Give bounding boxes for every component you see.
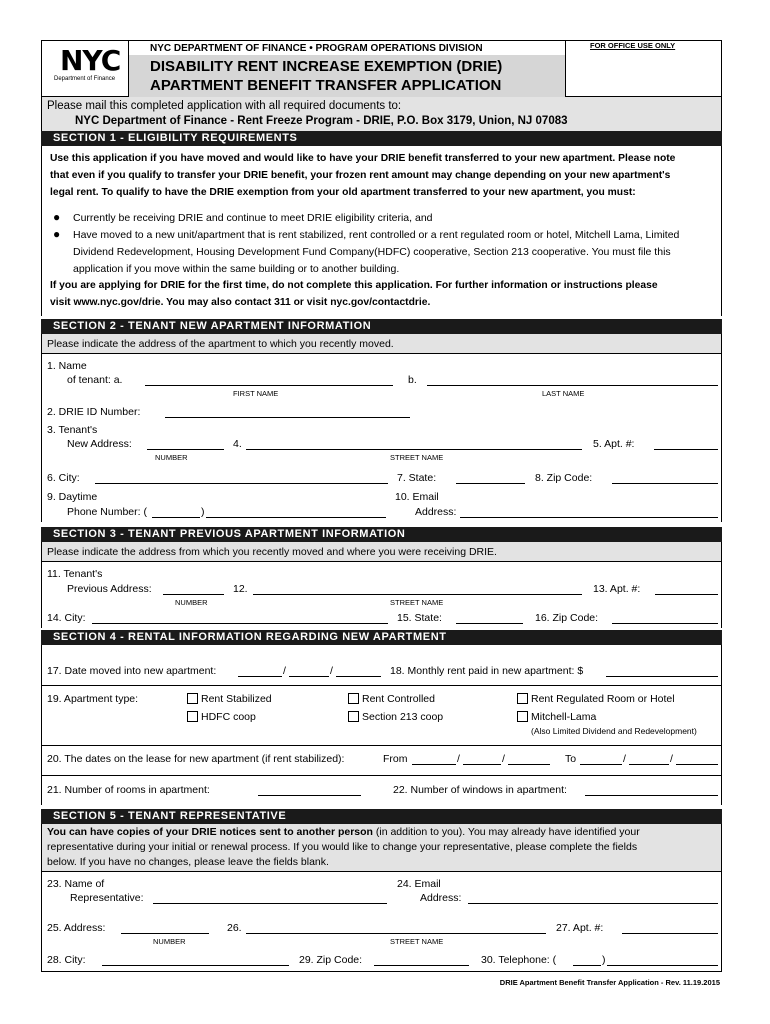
phone-area-input[interactable] xyxy=(152,506,200,518)
first-name-input[interactable] xyxy=(145,374,393,386)
mail-line-1: Please mail this completed application with all required documents to: xyxy=(47,100,402,112)
s5-intro-3: below. If you have no changes, please leave the fields blank. xyxy=(47,856,329,868)
s1-intro-1: Use this application if you have moved and would like to have your DRIE benefit transferred to your new apartment. Please note xyxy=(50,153,676,164)
rep-phone-input[interactable] xyxy=(607,954,718,966)
rep-email-label: 24. Email xyxy=(397,878,441,890)
rooms-input[interactable] xyxy=(258,784,361,796)
prev-city-input[interactable] xyxy=(92,612,388,624)
s1-intro-2: that even if you qualify to transfer your DRIE benefit, your frozen rent amount may change depending on your new apartment's xyxy=(50,170,671,181)
mitchell-lama-label: Mitchell-Lama xyxy=(531,711,597,723)
phone-number-input[interactable] xyxy=(206,506,386,518)
rep-email-label-2: Address: xyxy=(420,892,462,904)
section-4-header: SECTION 4 - RENTAL INFORMATION REGARDING NEW APARTMENT xyxy=(41,630,722,645)
s1-bullet-2c: application if you move within the same building or to another building. xyxy=(73,263,400,275)
prev-city-label: 14. City: xyxy=(47,612,86,624)
office-use-label: FOR OFFICE USE ONLY xyxy=(590,41,676,50)
windows-input[interactable] xyxy=(585,784,718,796)
street-field-number: 4. xyxy=(233,438,242,450)
section-4-divider-3 xyxy=(41,775,722,776)
lease-from-month-input[interactable] xyxy=(412,753,456,765)
lease-from-label: From xyxy=(383,753,408,765)
s1-bullet-2a: Have moved to a new unit/apartment that is rent stabilized, rent controlled or a rent regulated room or hotel, Mitchell Lama, Limited xyxy=(73,229,680,241)
date-moved-year-input[interactable] xyxy=(336,665,381,677)
email-label: 10. Email xyxy=(395,491,439,503)
number-caption: NUMBER xyxy=(155,453,188,462)
new-address-number-input[interactable] xyxy=(147,438,224,450)
prev-address-label: Previous Address: xyxy=(67,583,152,595)
tenant-name-label: of tenant: a. xyxy=(67,374,123,386)
form-title-2: APARTMENT BENEFIT TRANSFER APPLICATION xyxy=(150,77,502,94)
mitchell-lama-checkbox[interactable] xyxy=(517,711,528,722)
section-1-header: SECTION 1 - ELIGIBILITY REQUIREMENTS xyxy=(41,131,722,146)
monthly-rent-label: 18. Monthly rent paid in new apartment: $ xyxy=(390,665,584,677)
s5-intro-1 xyxy=(47,826,640,839)
prev-street-input[interactable] xyxy=(253,583,582,595)
prev-apt-input[interactable] xyxy=(655,583,718,595)
rep-address-label: 25. Address: xyxy=(47,922,106,934)
s1-intro-3: legal rent. To qualify to have the DRIE exemption from your old apartment transferred to your new apartment, you must: xyxy=(50,187,636,198)
city-label: 6. City: xyxy=(47,472,80,484)
rent-regulated-room-label: Rent Regulated Room or Hotel xyxy=(531,693,675,705)
name-label: 1. Name xyxy=(47,360,87,372)
section-4-right-border xyxy=(721,645,722,805)
s5-intro-rest: (in addition to you). You may already have identified your xyxy=(372,826,640,838)
rent-controlled-checkbox[interactable] xyxy=(348,693,359,704)
s1-note-2: visit www.nyc.gov/drie. You may also contact 311 or visit nyc.gov/contactdrie. xyxy=(50,297,431,308)
section-3-right-border xyxy=(721,562,722,628)
office-use-divider xyxy=(565,40,566,97)
rooms-label: 21. Number of rooms in apartment: xyxy=(47,784,210,796)
dept-line: NYC DEPARTMENT OF FINANCE • PROGRAM OPERATIONS DIVISION xyxy=(150,43,483,54)
phone-label: Phone Number: ( xyxy=(67,506,147,518)
new-address-street-input[interactable] xyxy=(246,438,582,450)
number-caption: NUMBER xyxy=(175,598,208,607)
section-2-left-border xyxy=(41,354,42,522)
rep-email-input[interactable] xyxy=(468,892,718,904)
rep-street-number: 26. xyxy=(227,922,242,934)
date-slash: / xyxy=(330,665,333,677)
hdfc-coop-checkbox[interactable] xyxy=(187,711,198,722)
section-5-header: SECTION 5 - TENANT REPRESENTATIVE xyxy=(41,809,722,824)
rep-apt-input[interactable] xyxy=(622,922,718,934)
lease-from-year-input[interactable] xyxy=(508,753,550,765)
rep-number-input[interactable] xyxy=(121,922,209,934)
last-name-caption: LAST NAME xyxy=(542,389,585,398)
nyc-logo-text: NYC xyxy=(60,44,121,77)
lease-to-label: To xyxy=(565,753,577,765)
lease-dates-label: 20. The dates on the lease for new apartment (if rent stabilized): xyxy=(47,753,345,765)
email-input[interactable] xyxy=(460,506,718,518)
lease-from-day-input[interactable] xyxy=(463,753,501,765)
street-caption: STREET NAME xyxy=(390,598,444,607)
prev-zip-label: 16. Zip Code: xyxy=(535,612,599,624)
apt-type-label: 19. Apartment type: xyxy=(47,693,139,705)
s1-bullet-2b: Dividend Redevelopment, Housing Development Fund Company(HDFC) cooperative, Section 213 cooperative. You must file this xyxy=(73,246,671,258)
hdfc-coop-label: HDFC coop xyxy=(201,711,256,723)
state-label: 7. State: xyxy=(397,472,437,484)
date-slash: / xyxy=(283,665,286,677)
rent-regulated-room-checkbox[interactable] xyxy=(517,693,528,704)
drie-id-label: 2. DRIE ID Number: xyxy=(47,406,141,418)
bullet-icon: ● xyxy=(53,227,61,241)
zip-label: 8. Zip Code: xyxy=(535,472,593,484)
s3-instruction: Please indicate the address from which you recently moved and where you were receiving DRIE. xyxy=(47,546,497,558)
rep-name-label: 23. Name of xyxy=(47,878,105,890)
section-1-left-border xyxy=(41,146,42,316)
section-4-divider-2 xyxy=(41,745,722,746)
rep-phone-paren: ) xyxy=(602,954,606,966)
tenant-address-label: 3. Tenant's xyxy=(47,424,98,436)
rent-stabilized-checkbox[interactable] xyxy=(187,693,198,704)
rep-name-input[interactable] xyxy=(153,892,387,904)
section-213-checkbox[interactable] xyxy=(348,711,359,722)
rep-zip-input[interactable] xyxy=(374,954,469,966)
apt-label: 5. Apt. #: xyxy=(593,438,635,450)
rep-phone-area-input[interactable] xyxy=(573,954,601,966)
s5-intro-2: representative during your initial or renewal process. If you would like to change your representative, please complete the fields xyxy=(47,841,638,853)
new-zip-input[interactable] xyxy=(612,472,718,484)
rent-controlled-label: Rent Controlled xyxy=(362,693,435,705)
footer-revision: DRIE Apartment Benefit Transfer Application - Rev. 11.19.2015 xyxy=(499,978,720,987)
section-2-right-border xyxy=(721,354,722,522)
number-caption: NUMBER xyxy=(153,937,186,946)
s1-bullet-1: Currently be receiving DRIE and continue to meet DRIE eligibility criteria, and xyxy=(73,212,433,224)
street-caption: STREET NAME xyxy=(390,453,444,462)
drie-id-input[interactable] xyxy=(165,406,410,418)
section-213-label: Section 213 coop xyxy=(362,711,444,723)
prev-state-label: 15. State: xyxy=(397,612,442,624)
new-city-input[interactable] xyxy=(95,472,388,484)
lease-to-year-input[interactable] xyxy=(676,753,718,765)
nyc-logo xyxy=(52,46,122,88)
bullet-icon: ● xyxy=(53,210,61,224)
s2-instruction: Please indicate the address of the apartment to which you recently moved. xyxy=(47,338,394,350)
prev-zip-input[interactable] xyxy=(612,612,718,624)
s1-note-1: If you are applying for DRIE for the first time, do not complete this application. For further information or instructions please xyxy=(50,280,658,291)
section-4-divider-1 xyxy=(41,685,722,686)
section-2-header: SECTION 2 - TENANT NEW APARTMENT INFORMATION xyxy=(41,319,722,334)
new-apt-input[interactable] xyxy=(654,438,718,450)
rep-apt-label: 27. Apt. #: xyxy=(556,922,604,934)
date-slash: / xyxy=(670,753,673,765)
section-4-left-border xyxy=(41,645,42,805)
email-address-label: Address: xyxy=(415,506,457,518)
new-address-label: New Address: xyxy=(67,438,132,450)
mail-line-2: NYC Department of Finance - Rent Freeze Program - DRIE, P.O. Box 3179, Union, NJ 07083 xyxy=(75,115,568,127)
last-name-letter: b. xyxy=(408,374,417,386)
lease-to-month-input[interactable] xyxy=(580,753,622,765)
new-state-input[interactable] xyxy=(456,472,525,484)
date-moved-label: 17. Date moved into new apartment: xyxy=(47,665,217,677)
s5-intro-bold: You can have copies of your DRIE notices sent to another person xyxy=(47,826,373,838)
date-moved-month-input[interactable] xyxy=(238,665,282,677)
date-slash: / xyxy=(623,753,626,765)
mitchell-lama-note: (Also Limited Dividend and Redevelopment) xyxy=(531,726,697,736)
date-moved-day-input[interactable] xyxy=(289,665,329,677)
monthly-rent-input[interactable] xyxy=(606,665,718,677)
section-5-bottom-border xyxy=(41,971,722,972)
street-caption: STREET NAME xyxy=(390,937,444,946)
nyc-logo-sub: Department of Finance xyxy=(54,76,116,82)
rep-city-label: 28. City: xyxy=(47,954,86,966)
date-slash: / xyxy=(457,753,460,765)
rep-city-input[interactable] xyxy=(102,954,289,966)
rep-street-input[interactable] xyxy=(246,922,546,934)
section-5-left-border xyxy=(41,872,42,972)
date-slash: / xyxy=(502,753,505,765)
windows-label: 22. Number of windows in apartment: xyxy=(393,784,567,796)
rep-name-label-2: Representative: xyxy=(70,892,144,904)
lease-to-day-input[interactable] xyxy=(629,753,669,765)
prev-apt-label: 13. Apt. #: xyxy=(593,583,641,595)
prev-number-input[interactable] xyxy=(163,583,224,595)
section-1-right-border xyxy=(721,146,722,316)
section-3-left-border xyxy=(41,562,42,628)
rent-stabilized-label: Rent Stabilized xyxy=(201,693,272,705)
section-5-right-border xyxy=(721,872,722,972)
rep-zip-label: 29. Zip Code: xyxy=(299,954,363,966)
last-name-input[interactable] xyxy=(427,374,718,386)
section-3-header: SECTION 3 - TENANT PREVIOUS APARTMENT INFORMATION xyxy=(41,527,722,542)
first-name-caption: FIRST NAME xyxy=(233,389,279,398)
form-title-1: DISABILITY RENT INCREASE EXEMPTION (DRIE) xyxy=(150,58,503,75)
prev-tenant-label: 11. Tenant's xyxy=(47,568,103,580)
rep-phone-label: 30. Telephone: ( xyxy=(481,954,557,966)
prev-street-number: 12. xyxy=(233,583,248,595)
phone-paren: ) xyxy=(201,506,205,518)
prev-state-input[interactable] xyxy=(456,612,523,624)
daytime-label: 9. Daytime xyxy=(47,491,98,503)
